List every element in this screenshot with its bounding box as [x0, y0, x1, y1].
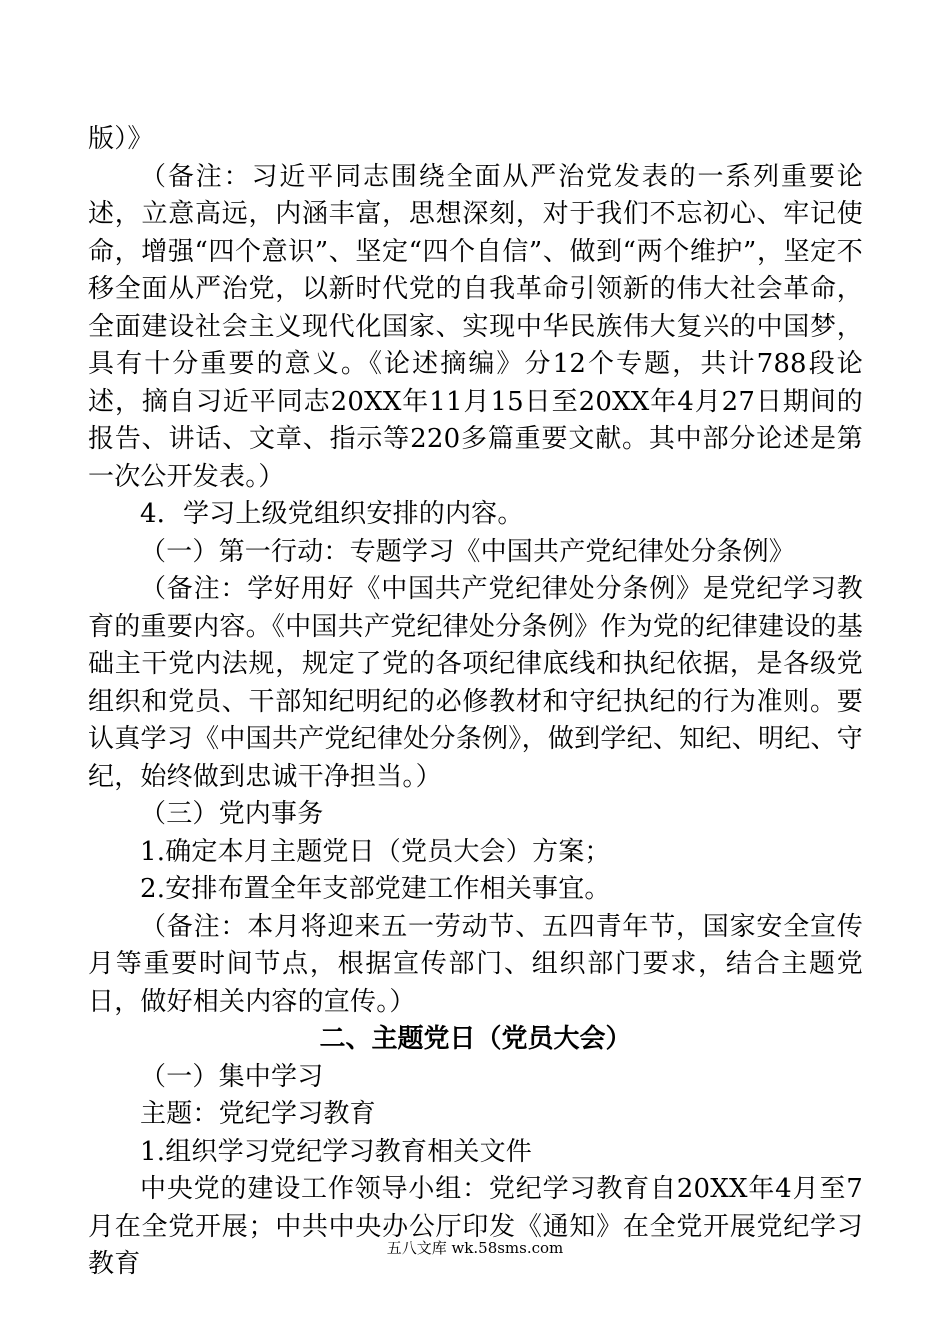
paragraph-item-4: 4．学习上级党组织安排的内容。: [140, 499, 524, 529]
section-heading: 二、主题党日（党员大会）: [319, 1024, 632, 1054]
paragraph-study-item-1: 1.组织学习党纪学习教育相关文件: [140, 1136, 533, 1167]
paragraph-affairs-item-1: 1.确定本月主题党日（党员大会）方案；: [140, 836, 611, 867]
paragraph-affairs-item-2: 2.安排布置全年支部党建工作相关事宜。: [140, 874, 611, 904]
paragraph-central-group: 中央党的建设工作领导小组：党纪学习教育自20XX年4月至7月在全党开展；中共中央办公厅印发《通知》在全党开展党纪学习教育: [88, 1174, 863, 1279]
paragraph-first-action: （一）第一行动：专题学习《中国共产党纪律处分条例》: [140, 536, 796, 567]
document-body: [88, 121, 863, 1284]
paragraph-party-affairs: （三）党内事务: [140, 799, 324, 829]
paragraph-continuation: 版）》: [88, 124, 154, 154]
paragraph-note-regulations: （备注：学好用好《中国共产党纪律处分条例》是党纪学习教育的重要内容。《中国共产党纪律处分条例》作为党的纪律建设的基础主干党内法规，规定了党的各项纪律底线和执纪依据，是各级党组织和党员、干部知纪明纪的必修教材和守纪执纪的行为准则。要认真学习《中国共产党纪律处分条例》，做到学纪、知纪、明纪、守纪，始终做到忠诚干净担当。）: [88, 574, 863, 792]
paragraph-note-discourse: （备注：习近平同志围绕全面从严治党发表的一系列重要论述，立意高远，内涵丰富，思想深刻，对于我们不忘初心、牢记使命，增强“四个意识”、坚定“四个自信”、做到“两个维护”，坚定不移全面从严治党，以新时代党的自我革命引领新的伟大社会革命，全面建设社会主义现代化国家、实现中华民族伟大复兴的中国梦，具有十分重要的意义。《论述摘编》分12个专题，共计788段论述，摘自习近平同志20XX年11月15日至20XX年4月27日期间的报告、讲话、文章、指示等220多篇重要文献。其中部分论述是第一次公开发表。）: [88, 161, 863, 492]
page-footer: 五八文库 wk.58sms.com: [386, 1239, 564, 1257]
paragraph-note-publicity: （备注：本月将迎来五一劳动节、五四青年节，国家安全宣传月等重要时间节点，根据宣传部门、组织部门要求，结合主题党日，做好相关内容的宣传。）: [88, 911, 863, 1017]
paragraph-centralized-study: （一）集中学习: [140, 1061, 324, 1092]
paragraph-theme: 主题：党纪学习教育: [140, 1099, 376, 1129]
